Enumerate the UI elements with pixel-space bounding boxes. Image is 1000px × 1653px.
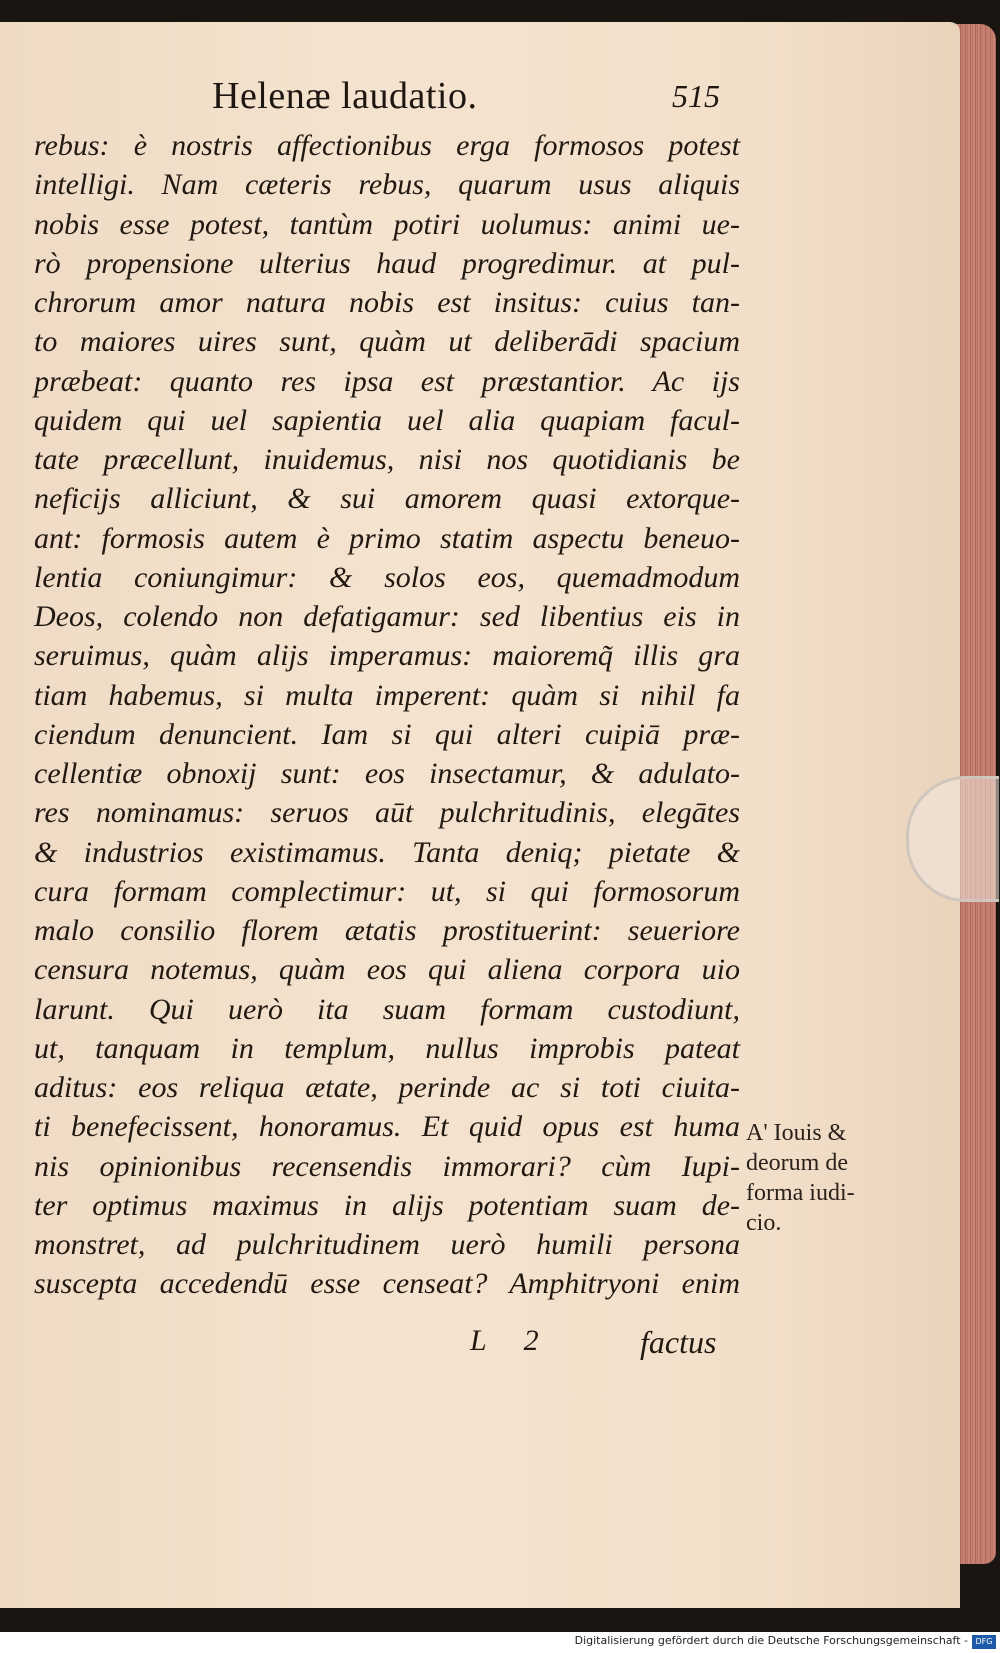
text-line: ti benefecissent, honoramus. Et quid opus est huma bbox=[34, 1110, 740, 1144]
text-line: censura notemus, quàm eos qui aliena corpora uio bbox=[34, 953, 740, 987]
text-line: rebus: è nostris affectionibus erga formosos potest bbox=[34, 129, 740, 162]
dfg-logo: DFG bbox=[972, 1635, 996, 1649]
text-line: ant: formosis autem è primo statim aspectu beneuo- bbox=[34, 521, 740, 555]
text-line: cellentiæ obnoxij sunt: eos insectamur, & adulato- bbox=[34, 757, 740, 790]
text-line: aditus: eos reliqua ætate, perinde ac si toti ciuita- bbox=[34, 1071, 740, 1104]
text-line: & industrios existimamus. Tanta deniq; pietate & bbox=[34, 835, 740, 869]
text-line: chrorum amor natura nobis est insitus: cuius tan- bbox=[34, 286, 740, 319]
text-line: præbeat: quanto res ipsa est præstantior. Ac ijs bbox=[34, 364, 740, 398]
text-line: quidem qui uel sapientia uel alia quapiam facul- bbox=[34, 403, 740, 437]
marginal-note-line: deorum de bbox=[746, 1150, 848, 1176]
marginal-note-line: forma iudi- bbox=[746, 1180, 855, 1206]
text-line: neficijs alliciunt, & sui amorem quasi extorque- bbox=[34, 482, 740, 516]
signature-line bbox=[0, 1324, 960, 1364]
text-line: tate præcellunt, inuidemus, nisi nos quotidianis be bbox=[34, 443, 740, 476]
footer-bar bbox=[0, 1632, 1000, 1653]
text-line: ciendum denuncient. Iam si qui alteri cuipiā præ- bbox=[34, 717, 740, 751]
catchword: factus bbox=[640, 1324, 717, 1360]
text-line: suscepta accedendū esse censeat? Amphitryoni enim bbox=[34, 1267, 740, 1301]
running-head bbox=[0, 74, 960, 124]
page-number: 515 bbox=[672, 78, 720, 114]
text-line: nobis esse potest, tantùm potiri uolumus: animi ue- bbox=[34, 207, 740, 241]
text-line: tiam habemus, si multa imperent: quàm si nihil fa bbox=[34, 678, 740, 712]
running-head-title: Helenæ laudatio. bbox=[212, 75, 478, 117]
text-line: rò propensione ulterius haud progredimur. at pul- bbox=[34, 246, 740, 280]
text-line: monstret, ad pulchritudinem uerò humili persona bbox=[34, 1228, 740, 1261]
marginal-note-line: cio. bbox=[746, 1210, 782, 1236]
funding-credit: Digitalisierung gefördert durch die Deutsche Forschungsgemeinschaft - bbox=[574, 1634, 968, 1647]
text-line: lentia coniungimur: & solos eos, quemadmodum bbox=[34, 560, 740, 594]
text-line: larunt. Qui uerò ita suam formam custodiunt, bbox=[34, 992, 740, 1026]
text-line: malo consilio florem ætatis prostituerint: seueriore bbox=[34, 914, 740, 947]
text-line: seruimus, quàm alijs imperamus: maioremq̃ illis gra bbox=[34, 639, 740, 673]
body-text bbox=[34, 126, 740, 1304]
text-line: res nominamus: seruos aūt pulchritudinis, elegātes bbox=[34, 796, 740, 830]
text-line: Deos, colendo non defatigamur: sed libentius eis in bbox=[34, 600, 740, 633]
book-page bbox=[0, 22, 960, 1608]
signature-mark: L 2 bbox=[470, 1324, 539, 1357]
marginal-note bbox=[746, 1118, 896, 1238]
text-line: nis opinionibus recensendis immorari? cùm Iupi- bbox=[34, 1149, 740, 1183]
text-line: ter optimus maximus in alijs potentiam suam de- bbox=[34, 1188, 740, 1222]
text-line: intelligi. Nam cæteris rebus, quarum usus aliquis bbox=[34, 168, 740, 202]
text-line: cura formam complectimur: ut, si qui formosorum bbox=[34, 874, 740, 908]
marginal-note-line: A' Iouis & bbox=[746, 1120, 847, 1146]
text-line: to maiores uires sunt, quàm ut deliberādi spacium bbox=[34, 325, 740, 359]
text-line: ut, tanquam in templum, nullus improbis pateat bbox=[34, 1031, 740, 1065]
